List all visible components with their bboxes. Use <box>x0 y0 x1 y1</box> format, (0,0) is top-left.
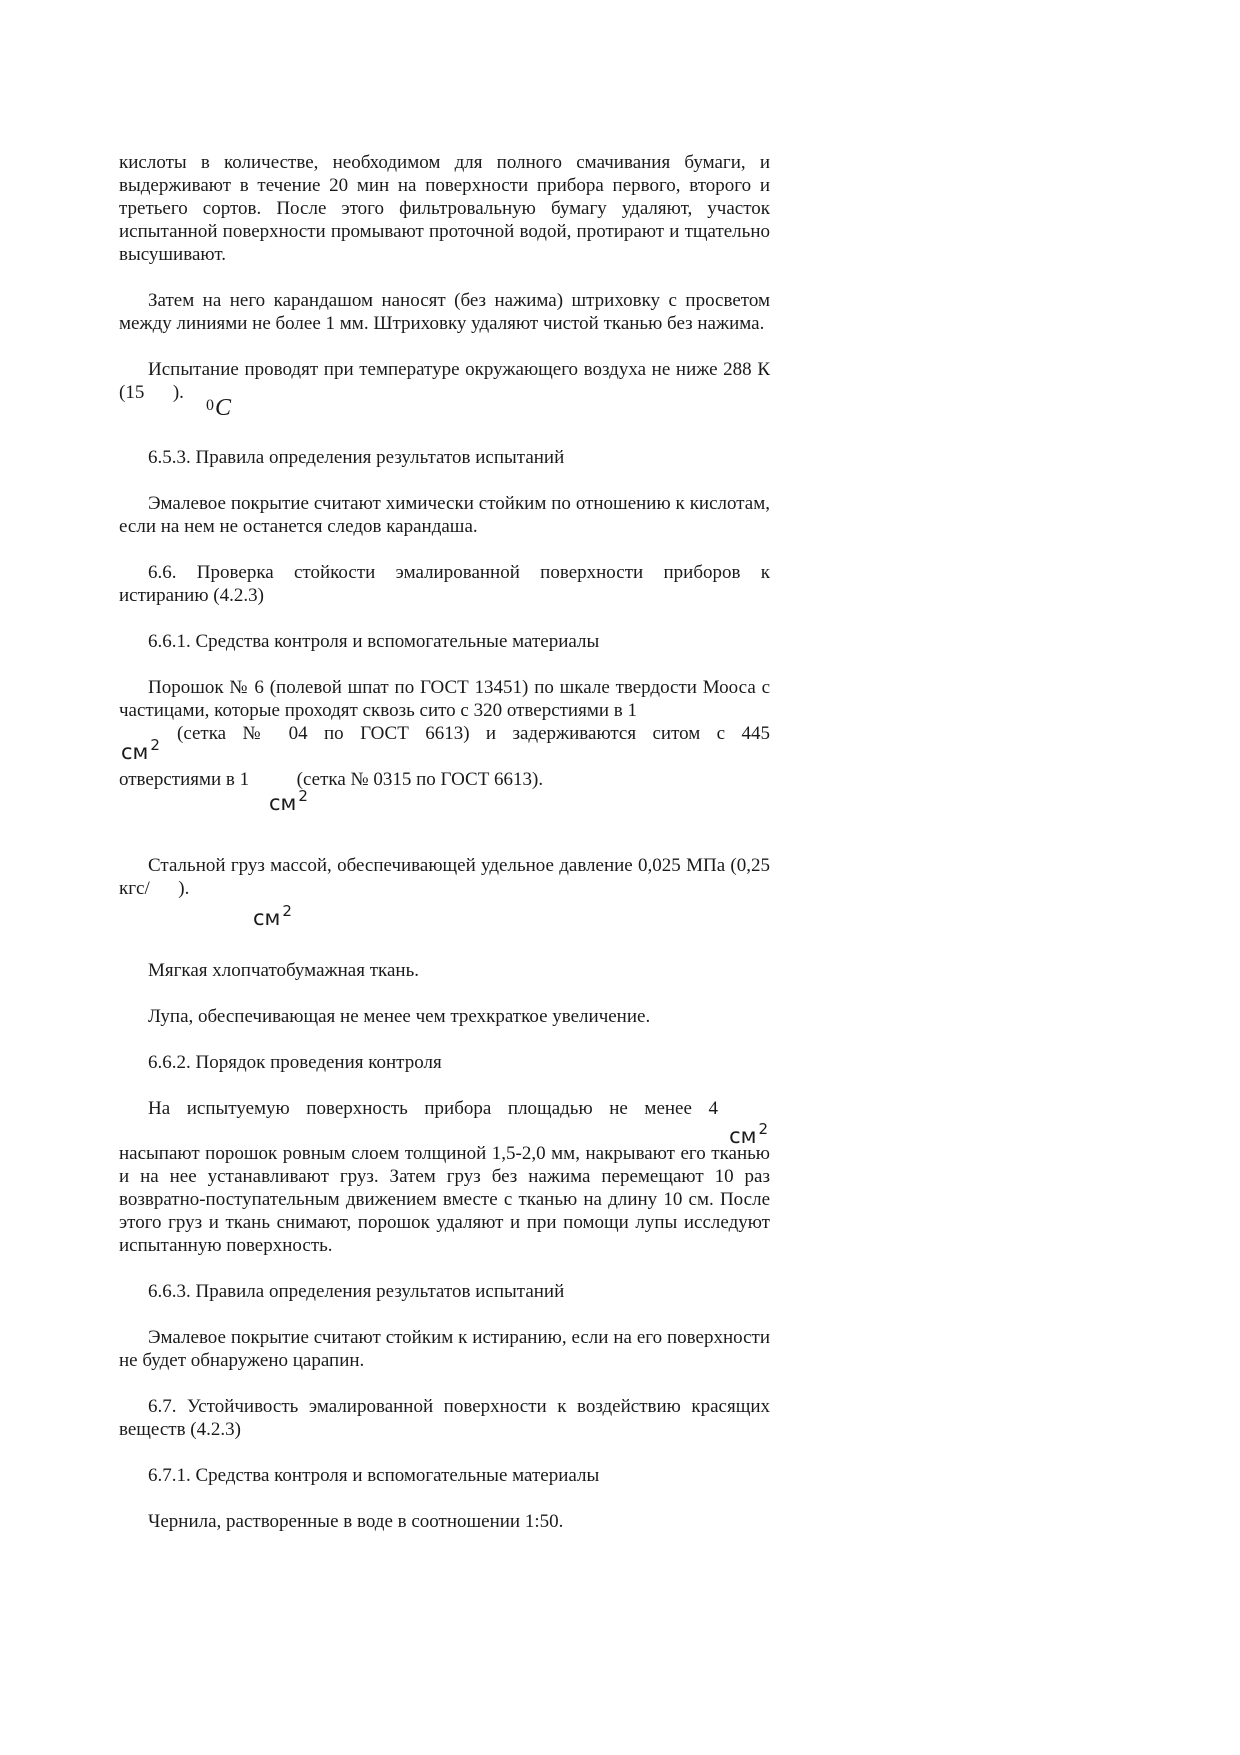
unit-exponent: 2 <box>150 736 160 754</box>
section-heading: 6.5.3. Правила определения результатов испытаний <box>148 447 565 468</box>
unit-square-cm <box>269 785 308 815</box>
paragraph-line: На испытуемую поверхность прибора площадью не менее 4 <box>148 1098 718 1119</box>
unit-exponent: 2 <box>282 902 292 920</box>
powder-paragraph <box>119 676 770 831</box>
paragraph-line: (сетка № 04 по ГОСТ 6613) и задерживаются ситом с 445 <box>177 723 770 744</box>
unit-square-cm <box>121 734 160 764</box>
section-heading: 6.6.1. Средства контроля и вспомогательные материалы <box>148 631 600 652</box>
unit-exponent: 2 <box>298 787 308 805</box>
section-heading: 6.6.3. Правила определения результатов испытаний <box>148 1281 565 1302</box>
celsius-symbol: C <box>215 395 232 421</box>
unit-square-cm <box>253 900 292 930</box>
paragraph-line: отверстиями в 1 (сетка № 0315 по ГОСТ 6613). <box>119 769 544 790</box>
section-heading: 6.6. Проверка стойкости эмалированной поверхности приборов к истиранию (4.2.3) <box>119 562 770 606</box>
paragraph: Лупа, обеспечивающая не менее чем трехкраткое увеличение. <box>148 1006 651 1027</box>
paragraph: Затем на него карандашом наносят (без нажима) штриховку с просветом между линиями не более 1 мм. Штриховку удаляют чистой тканью без нажима. <box>119 290 770 334</box>
paragraph: Эмалевое покрытие считают химически стойким по отношению к кислотам, если на нем не останется следов карандаша. <box>119 493 770 537</box>
paragraph: Испытание проводят при температуре окружающего воздуха не ниже 288 К (15 ). <box>119 359 770 403</box>
degree-celsius-formula <box>119 395 770 434</box>
document-body <box>119 151 770 1556</box>
unit-label: см <box>269 791 297 815</box>
paragraph: Стальной груз массой, обеспечивающей удельное давление 0,025 МПа (0,25 кгс/ ). <box>119 855 770 899</box>
paragraph: Мягкая хлопчатобумажная ткань. <box>148 960 419 981</box>
paragraph: Эмалевое покрытие считают стойким к истиранию, если на его поверхности не будет обнаружено царапин. <box>119 1327 770 1371</box>
unit-label: см <box>253 906 281 930</box>
section-heading: 6.7.1. Средства контроля и вспомогательные материалы <box>148 1465 600 1486</box>
paragraph: кислоты в количестве, необходимом для полного смачивания бумаги, и выдерживают в течение 20 мин на поверхности прибора первого, второго и третьего сортов. После этого фильтровальную бумагу удаляют, участок испытанной поверхности промывают проточной водой, протирают и тщательно высушивают. <box>119 152 770 265</box>
paragraph-line: насыпают порошок ровным слоем толщиной 1,5-2,0 мм, накрывают его тканью и на нее устанавливают груз. Затем груз без нажима перемещают 10 раз возвратно-поступательным движением вместе с тканью на длину 10 см. После этого груз и ткань снимают, порошок удаляют и при помощи лупы исследуют испытанную поверхность. <box>119 1143 770 1256</box>
degree-sign: 0 <box>206 397 214 414</box>
weight-paragraph <box>119 854 770 936</box>
unit-square-cm <box>729 1118 768 1148</box>
paragraph-line: Порошок № 6 (полевой шпат по ГОСТ 13451) по шкале твердости Мооса с частицами, которые проходят сквозь сито с 320 отверстиями в 1 <box>119 677 770 721</box>
section-heading: 6.6.2. Порядок проведения контроля <box>148 1052 442 1073</box>
procedure-paragraph <box>119 1097 770 1257</box>
section-heading: 6.7. Устойчивость эмалированной поверхности к воздействию красящих веществ (4.2.3) <box>119 1396 770 1440</box>
paragraph: Чернила, растворенные в воде в соотношении 1:50. <box>148 1511 564 1532</box>
unit-label: см <box>121 740 149 764</box>
unit-exponent: 2 <box>758 1120 768 1138</box>
unit-label: см <box>729 1124 757 1148</box>
